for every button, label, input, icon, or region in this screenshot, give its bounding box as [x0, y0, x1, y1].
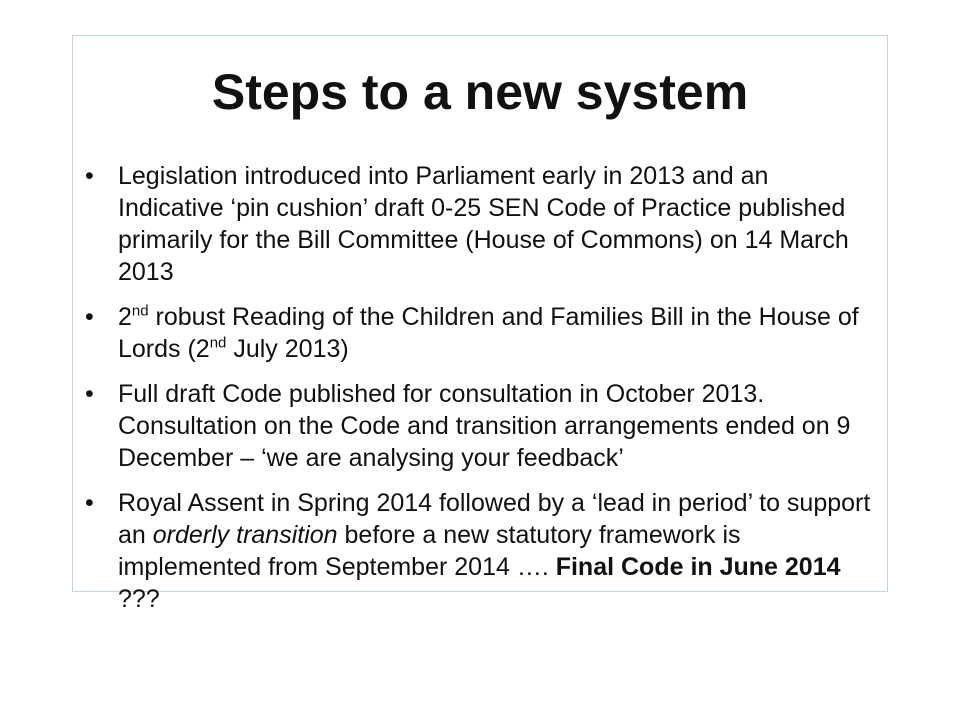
- bullet-marker: •: [85, 162, 94, 190]
- emphasis-text: orderly transition: [152, 521, 338, 549]
- bullet-text: Legislation introduced into Parliament early in 2013 and an Indicative ‘pin cushion’ draft 0-25 SEN Code of Practice published primarily for the Bill Committee (House of Commons) on 14 March 2013: [118, 162, 849, 286]
- bullet-text-part: July 2013): [226, 335, 349, 363]
- bullet-marker: •: [85, 489, 94, 517]
- bullet-text-part: robust Reading of the Children and Families Bill in the House of Lords (2: [118, 303, 859, 363]
- bold-text: Final Code in June 2014: [555, 553, 841, 581]
- bullet-item-consultation: [85, 378, 875, 474]
- bullet-marker: •: [85, 380, 94, 408]
- bullet-text-part: ???: [118, 585, 160, 613]
- bullet-text-part: before a new statutory framework is implemented from September 2014 ….: [118, 521, 741, 581]
- bullet-text-part: 2: [118, 303, 132, 331]
- slide-title: Steps to a new system: [211, 64, 749, 120]
- bullet-text: Full draft Code published for consultation in October 2013. Consultation on the Code and transition arrangements ended on 9 December – ‘we are analysing your feedback’: [118, 380, 851, 472]
- ordinal-suffix: nd: [131, 302, 149, 320]
- bullet-list: [85, 160, 875, 628]
- bullet-text-part: Royal Assent in Spring 2014 followed by a ‘lead in period’ to support an: [118, 489, 871, 549]
- bullet-item-royal-assent: [85, 487, 875, 615]
- bullet-marker: •: [85, 303, 94, 331]
- ordinal-suffix: nd: [209, 334, 227, 352]
- bullet-item-second-reading: [85, 301, 875, 365]
- bullet-item-legislation: [85, 160, 875, 288]
